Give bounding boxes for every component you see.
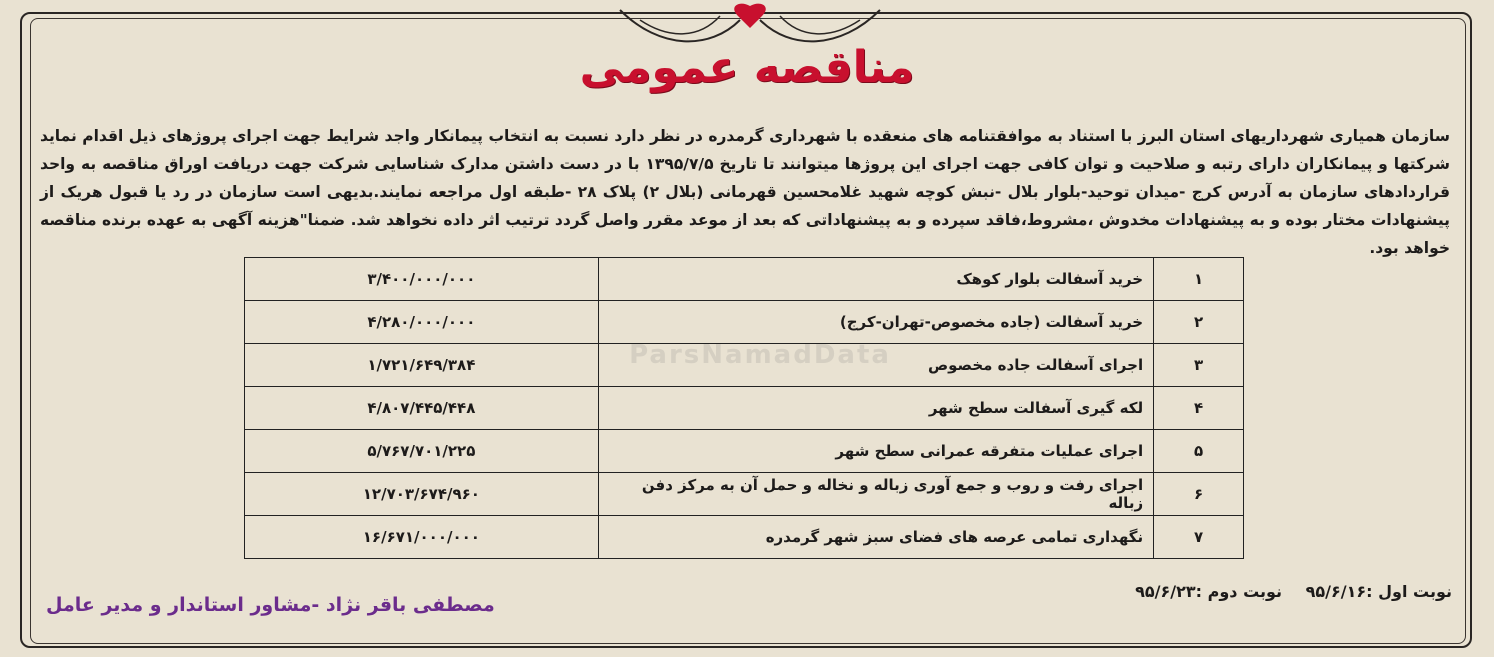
turn-second: نوبت دوم :۹۵/۶/۲۳: [1135, 582, 1283, 601]
project-description: لکه گیری آسفالت سطح شهر: [598, 387, 1153, 430]
publication-dates: [1117, 582, 1452, 601]
row-number: ۶: [1154, 473, 1244, 516]
row-number: ۲: [1154, 301, 1244, 344]
project-description: نگهداری تمامی عرصه های فضای سبز شهر گرمدره: [598, 516, 1153, 559]
projects-table: [244, 257, 1244, 559]
project-description: اجرای عملیات متفرقه عمرانی سطح شهر: [598, 430, 1153, 473]
project-amount: ۵/۷۶۷/۷۰۱/۲۲۵: [245, 430, 599, 473]
watermark: ParsNamadData: [629, 340, 891, 370]
project-amount: ۳/۴۰۰/۰۰۰/۰۰۰: [245, 258, 599, 301]
project-amount: ۱۶/۶۷۱/۰۰۰/۰۰۰: [245, 516, 599, 559]
signature: مصطفی باقر نژاد -مشاور استاندار و مدیر عامل: [46, 594, 495, 616]
table-row: [245, 344, 1244, 387]
project-description: اجرای آسفالت جاده مخصوص: [598, 344, 1153, 387]
page-title: مناقصه عمومی: [579, 42, 915, 93]
row-number: ۴: [1154, 387, 1244, 430]
table-row: [245, 516, 1244, 559]
project-amount: ۱/۷۲۱/۶۴۹/۳۸۴: [245, 344, 599, 387]
announcement-paragraph: سازمان همیاری شهرداریهای استان البرز با استناد به موافقتنامه های منعقده با شهرداری گرمدره در نظر دارد نسبت به انتخاب پیمانکار واجد شرایط جهت اجرای پروژهای ذیل اقدام نماید شرکتها و پیمانکاران دارای رتبه و صلاحیت و توان کافی جهت اجرای این پروژها میتوانند تا تاریخ ۱۳۹۵/۷/۵ با در دست داشتن مدارک شناسایی شرکت جهت دریافت اوراق مناقصه به واحد قراردادهای سازمان به آدرس کرج -میدان توحید-بلوار بلال -نبش کوچه شهید غلامحسین قهرمانی (بلال ۲) پلاک ۲۸ -طبقه اول مراجعه نمایند.بدیهی است سازمان در رد یا قبول هریک از پیشنهادات مختار بوده و به پیشنهادات مخدوش ،مشروط،فاقد سپرده و به پیشنهاداتی که بعد از موعد مقرر واصل گردد ترتیب اثر داده نخواهد شد. ضمنا"هزینه آگهی به عهده برنده مناقصه خواهد بود.: [40, 127, 1450, 257]
row-number: ۷: [1154, 516, 1244, 559]
table-row: [245, 258, 1244, 301]
turn-first: نوبت اول :۹۵/۶/۱۶: [1305, 582, 1452, 601]
project-description: خرید آسفالت بلوار کوهک: [598, 258, 1153, 301]
project-amount: ۴/۸۰۷/۴۴۵/۴۴۸: [245, 387, 599, 430]
table-row: [245, 387, 1244, 430]
project-amount: ۴/۲۸۰/۰۰۰/۰۰۰: [245, 301, 599, 344]
row-number: ۱: [1154, 258, 1244, 301]
project-description: خرید آسفالت (جاده مخصوص-تهران-کرج): [598, 301, 1153, 344]
row-number: ۳: [1154, 344, 1244, 387]
project-description: اجرای رفت و روب و جمع آوری زباله و نخاله و حمل آن به مرکز دفن زباله: [598, 473, 1153, 516]
table-row: [245, 430, 1244, 473]
table-row: [245, 473, 1244, 516]
row-number: ۵: [1154, 430, 1244, 473]
table-row: [245, 301, 1244, 344]
project-amount: ۱۲/۷۰۳/۶۷۴/۹۶۰: [245, 473, 599, 516]
